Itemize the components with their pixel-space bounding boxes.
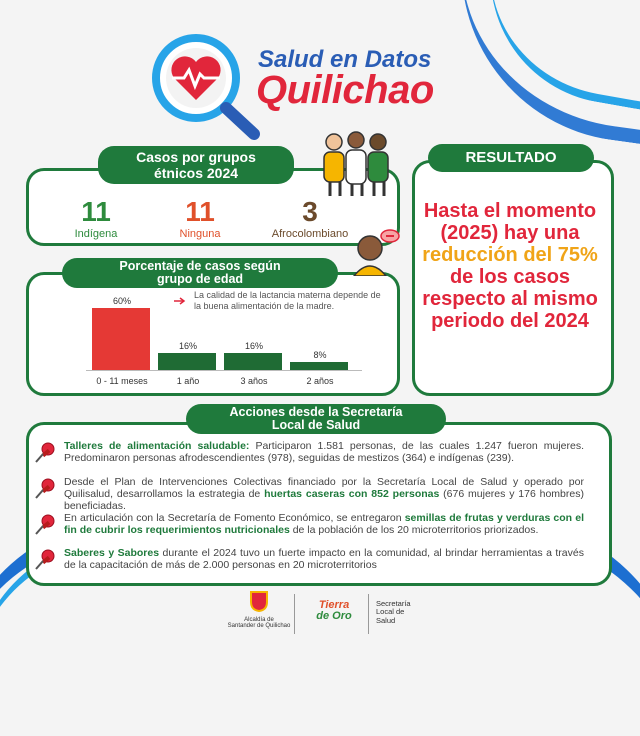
- chart-data-label: 8%: [313, 349, 327, 360]
- chart-data-label: 16%: [178, 341, 197, 352]
- chart-note: La calidad de la lactancia materna depende de la buena alimentación de la madre.: [194, 290, 381, 311]
- alcaldia-logo: Alcaldía de Santander de Quilichao: [226, 590, 292, 629]
- tierra-de-oro-logo: Tierra de Oro: [316, 599, 352, 622]
- action-item: [64, 440, 584, 464]
- chart-data-label: 16%: [244, 341, 263, 352]
- result-title: RESULTADO: [428, 144, 594, 172]
- mother-baby-icon: [348, 226, 404, 276]
- pushpin-icon: [34, 478, 56, 500]
- action-highlight: Saberes y Sabores: [64, 547, 160, 559]
- footer-logos: [226, 590, 436, 640]
- chart-bar: [92, 308, 150, 370]
- stat-indigena: 11 Indígena: [74, 196, 118, 240]
- action-text: En articulación con la Secretaría de Fomento Económico, se entregaron: [64, 512, 405, 524]
- stat-ninguna: 11 Ninguna: [179, 196, 221, 240]
- stat-afrocolombiano: 3 Afrocolombiano: [271, 196, 349, 240]
- action-text: Desde el Plan de Intervenciones Colectivas financiado por la Secretaría Local de Salud y operado por Quilisalud, desarrollamos la estrategia de: [64, 476, 584, 501]
- action-text: Participaron 1.581 personas, de las cuales 1.247 fueron mujeres. Predominaron personas afrodescendientes (978), seguidas de mestizos (364) e indígenas (239).: [64, 440, 584, 465]
- magnifier-heart-icon: [148, 30, 266, 140]
- page-subtitle: Quilichao: [256, 68, 434, 112]
- chart-bar: [158, 353, 216, 370]
- action-highlight: Talleres de alimentación saludable:: [64, 440, 250, 452]
- chart-category-label: 3 años: [240, 376, 268, 386]
- action-highlight: huertas caseras con 852 personas: [264, 488, 440, 501]
- pushpin-icon: [34, 442, 56, 464]
- action-item: [64, 476, 584, 512]
- chart-baseline: [86, 370, 362, 371]
- action-item: [64, 512, 584, 536]
- footer-divider: [294, 594, 295, 634]
- page-title: Salud en Datos: [258, 46, 432, 73]
- chart-category-label: 2 años: [306, 376, 334, 386]
- chart-category-label: 0 - 11 meses: [96, 376, 148, 386]
- ethnic-groups-title: Casos por grupos étnicos 2024: [98, 146, 294, 184]
- pushpin-icon: [34, 514, 56, 536]
- shield-icon: [249, 590, 269, 612]
- people-group-icon: [316, 128, 398, 200]
- chart-data-label: 60%: [112, 296, 131, 306]
- result-statement: Hasta el momento (2025) hay una reducción del 75% de los casos respecto al mismo periodo del 2024: [422, 200, 598, 332]
- action-item: [64, 547, 584, 571]
- footer-divider: [368, 594, 369, 634]
- actions-title: Acciones desde la Secretaría Local de Salud: [186, 404, 446, 434]
- secretaria-logo: Secretaría Local de Salud: [376, 599, 411, 625]
- action-text: (676 mujeres y 176 hombres) beneficiadas.: [64, 488, 584, 513]
- action-highlight: semillas de frutas y verduras con el fin de cubrir los requerimientos nutricionales: [64, 512, 584, 537]
- chart-category-label: 1 año: [176, 376, 200, 386]
- action-text: de la población de los 20 microterritorios priorizados.: [289, 524, 539, 537]
- pushpin-icon: [34, 549, 56, 571]
- age-group-title: Porcentaje de casos según grupo de edad: [62, 258, 338, 288]
- action-text: durante el 2024 tuvo un fuerte impacto en la comunidad, al brindar herramientas a través de la capacitación de más de 2.000 personas en 20 microterritorios: [64, 547, 584, 572]
- chart-bar: [290, 362, 348, 370]
- chart-bar: [224, 353, 282, 370]
- age-bar-chart: [86, 294, 366, 386]
